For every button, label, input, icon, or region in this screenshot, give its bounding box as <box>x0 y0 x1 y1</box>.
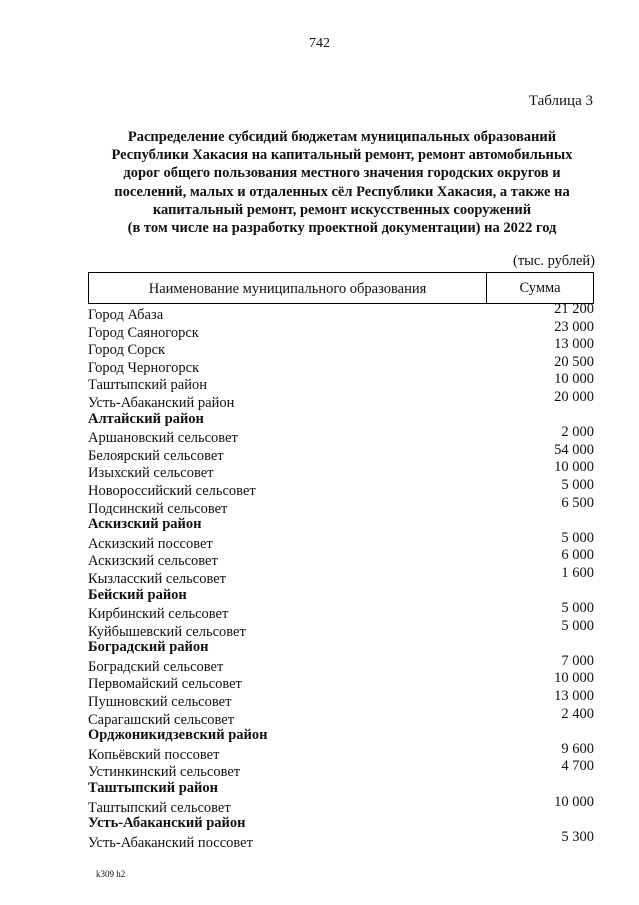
page-number: 742 <box>309 36 330 51</box>
row-value: 23 000 <box>554 318 594 335</box>
row-name: Аскизский поссовет <box>88 535 213 552</box>
row-value <box>504 811 594 829</box>
column-header-sum: Сумма <box>519 279 561 296</box>
row-value: 10 000 <box>554 459 594 476</box>
row-name: Таштыпский сельсовет <box>88 799 231 816</box>
footer-code: k309 h2 <box>96 869 126 879</box>
title-line: дорог общего пользования местного значения городских округов и <box>123 165 561 182</box>
row-value <box>504 723 594 741</box>
row-value <box>504 583 594 601</box>
row-value: 54 000 <box>554 441 594 458</box>
row-name: Город Сорск <box>88 342 166 359</box>
row-name: Город Черногорск <box>88 359 200 376</box>
row-value: 4 700 <box>561 758 594 775</box>
row-name: Подсинский сельсовет <box>88 500 228 517</box>
row-value: 5 300 <box>561 828 594 845</box>
row-name: Город Саяногорск <box>88 324 199 341</box>
row-value: 20 500 <box>554 353 594 370</box>
row-value: 5 000 <box>561 476 594 493</box>
table-body <box>88 301 594 851</box>
group-name: Таштыпский район <box>88 780 218 797</box>
table-label: Таблица 3 <box>528 93 593 109</box>
group-name: Орджоникидзевский район <box>88 727 268 744</box>
row-value <box>504 407 594 425</box>
row-name: Усть-Абаканский район <box>88 394 235 411</box>
row-value <box>504 776 594 794</box>
row-value: 20 000 <box>554 388 594 405</box>
group-name: Аскизский район <box>88 516 202 533</box>
row-value: 7 000 <box>561 652 594 669</box>
row-name: Аскизский сельсовет <box>88 553 218 570</box>
row-name: Усть-Абаканский поссовет <box>88 834 253 851</box>
row-name: Кызласский сельсовет <box>88 570 226 587</box>
title-line: Республики Хакасия на капитальный ремонт, ремонт автомобильных <box>111 147 573 164</box>
row-value: 13 000 <box>554 336 594 353</box>
row-name: Устинкинский сельсовет <box>88 764 241 781</box>
row-value <box>504 635 594 653</box>
table-header <box>88 272 594 304</box>
row-name: Белоярский сельсовет <box>88 447 224 464</box>
row-name: Боградский сельсовет <box>88 658 224 675</box>
row-value: 13 000 <box>554 688 594 705</box>
document-title <box>80 128 604 237</box>
row-name: Сарагашский сельсовет <box>88 711 235 728</box>
row-value: 6 000 <box>561 547 594 564</box>
row-value: 6 500 <box>561 494 594 511</box>
row-name: Кирбинский сельсовет <box>88 606 229 623</box>
group-name: Алтайский район <box>88 410 204 427</box>
row-value: 2 000 <box>561 424 594 441</box>
column-header-name: Наименование муниципального образования <box>89 273 487 303</box>
row-name: Таштыпский район <box>88 377 208 394</box>
row-value: 1 600 <box>561 564 594 581</box>
title-line: капитальный ремонт, ремонт искусственных сооружений <box>152 201 532 218</box>
row-value: 10 000 <box>554 793 594 810</box>
title-line: Распределение субсидий бюджетам муниципальных образований <box>127 129 557 145</box>
row-name: Город Абаза <box>88 307 164 323</box>
row-value: 10 000 <box>554 371 594 388</box>
row-name: Новороссийский сельсовет <box>88 482 256 499</box>
group-name: Бейский район <box>88 586 187 603</box>
row-value: 2 400 <box>561 705 594 722</box>
table-row <box>88 828 594 851</box>
row-name: Аршановский сельсовет <box>88 430 238 447</box>
group-name: Боградский район <box>88 639 209 656</box>
row-name: Первомайский сельсовет <box>88 676 242 693</box>
row-name: Изыхский сельсовет <box>88 465 214 482</box>
title-line: поселений, малых и отдаленных сёл Республики Хакасия, а также на <box>114 183 570 200</box>
row-name: Куйбышевский сельсовет <box>88 623 246 640</box>
row-value <box>504 512 594 530</box>
title-line: (в том числе на разработку проектной документации) на 2022 год <box>127 220 557 237</box>
row-value: 21 200 <box>554 301 594 317</box>
row-value: 9 600 <box>561 740 594 757</box>
row-name: Копьёвский поссовет <box>88 746 220 763</box>
row-value: 5 000 <box>561 529 594 546</box>
group-name: Усть-Абаканский район <box>88 815 246 832</box>
row-value: 5 000 <box>561 617 594 634</box>
row-name: Пушновский сельсовет <box>88 694 232 711</box>
row-value: 10 000 <box>554 670 594 687</box>
units-label: (тыс. рублей) <box>513 253 595 269</box>
row-value: 5 000 <box>561 600 594 617</box>
